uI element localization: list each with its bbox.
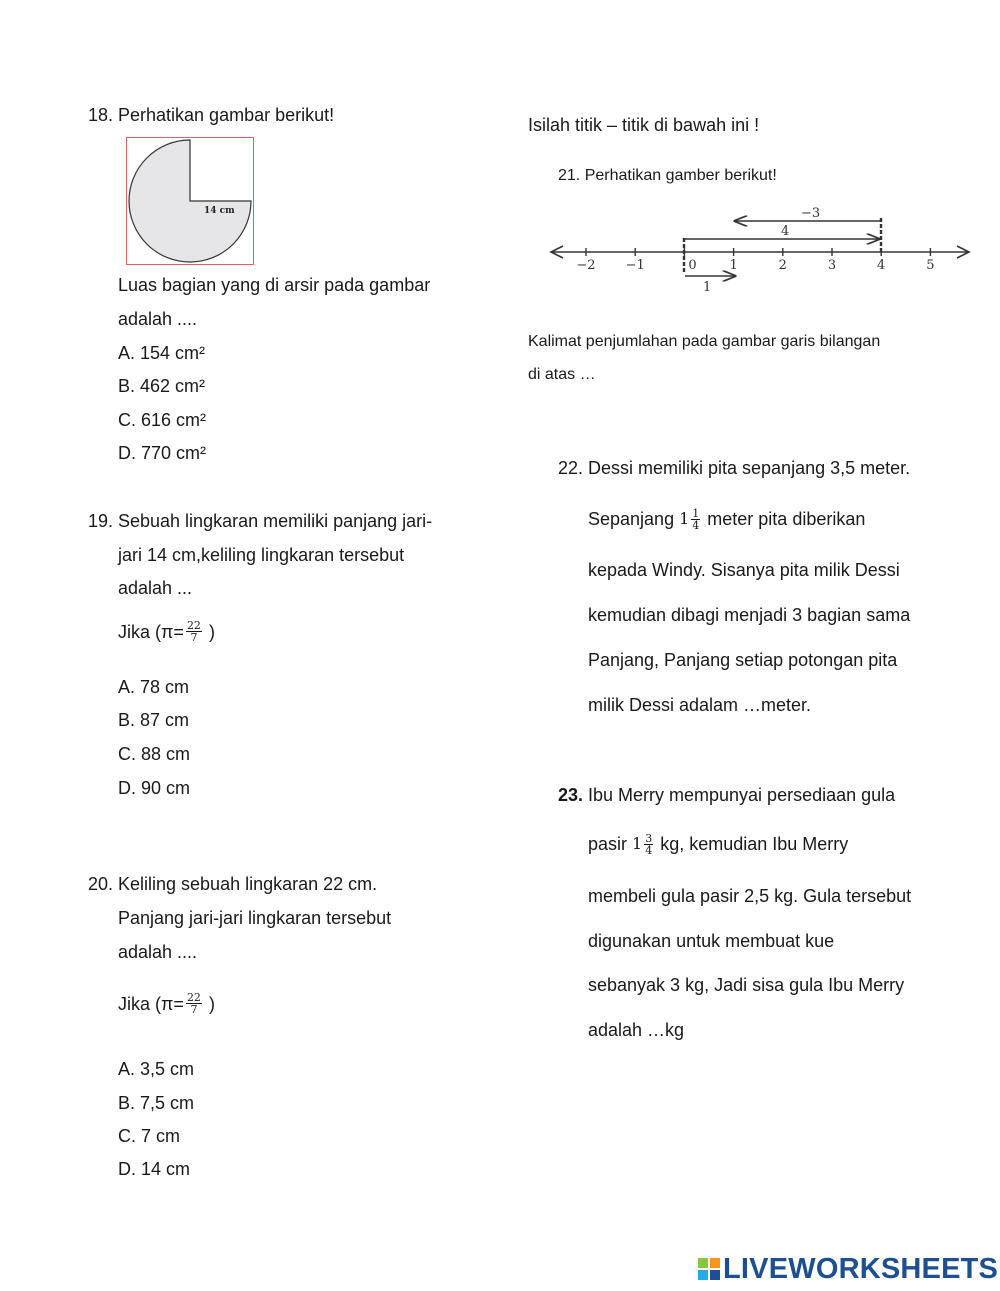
q18-option-a[interactable]: A. 154 cm² [118, 343, 206, 363]
number-line-figure [545, 200, 975, 300]
q19-pi-denominator: 7 [190, 631, 198, 644]
q23-line5: sebanyak 3 kg, Jadi sisa gula Ibu Merry [588, 975, 905, 995]
q19-hint-suffix: ) [203, 621, 215, 642]
shaded-region [129, 140, 251, 262]
q23-line1: Ibu Merry mempunyai persediaan gula [588, 785, 896, 805]
arrow-minus-three-label: −3 [801, 206, 821, 221]
q19-line2: jari 14 cm,keliling lingkaran tersebut [118, 545, 405, 565]
liveworksheets-logo [698, 1252, 998, 1286]
q22-line2 [588, 503, 865, 535]
q22-mixed-whole: 1 [679, 509, 690, 528]
q20-pi-numerator: 22 [186, 991, 201, 1004]
quarter-cut-circle-figure [126, 137, 254, 265]
q18-prompt: Perhatikan gambar berikut! [118, 105, 335, 125]
q19-option-c[interactable]: C. 88 cm [118, 744, 191, 764]
q23-line2 [588, 828, 848, 860]
q23-mixed-whole: 1 [632, 834, 643, 853]
q22-line3: kepada Windy. Sisanya pita milik Dessi [588, 560, 900, 580]
tick-label: 0 [688, 258, 697, 273]
q18-option-b[interactable]: B. 462 cm² [118, 376, 206, 396]
q22-line2-prefix: Sepanjang [588, 509, 680, 529]
q20-option-d[interactable]: D. 14 cm [118, 1159, 191, 1179]
q20-pi-fraction [186, 992, 202, 1015]
q23-line3: membeli gula pasir 2,5 kg. Gula tersebut [588, 886, 912, 906]
tick-label: 2 [778, 258, 787, 273]
q23-number: 23. [558, 785, 584, 805]
q19-pi-hint [118, 620, 215, 643]
tick-label: −1 [625, 258, 645, 273]
q23-line2-prefix: pasir [588, 834, 633, 854]
tick-label: 3 [827, 258, 837, 273]
q20-line3: adalah .... [118, 942, 198, 962]
q20-line1: Keliling sebuah lingkaran 22 cm. [118, 874, 378, 894]
q19-option-a[interactable]: A. 78 cm [118, 677, 190, 697]
q23-line4: digunakan untuk membuat kue [588, 931, 835, 951]
q18-question-line1: Luas bagian yang di arsir pada gambar [118, 275, 431, 295]
tick-label: 5 [926, 258, 935, 273]
q19-pi-fraction [186, 620, 202, 643]
q19-number: 19. [88, 511, 114, 531]
q20-hint-suffix: ) [203, 993, 215, 1014]
liveworksheets-logo-text: LIVEWORKSHEETS [723, 1252, 999, 1285]
q22-fraction-denominator: 4 [692, 518, 700, 532]
q20-line2: Panjang jari-jari lingkaran tersebut [118, 908, 392, 928]
q19-line3: adalah ... [118, 578, 193, 598]
arrow-plus-one-label: 1 [703, 280, 712, 295]
q22-fraction [691, 508, 700, 531]
q22-fraction-numerator: 1 [692, 506, 700, 520]
tick-label: 1 [729, 258, 738, 273]
q23-fraction-denominator: 4 [645, 843, 653, 857]
q20-pi-denominator: 7 [190, 1003, 198, 1016]
q22-line1: Dessi memiliki pita sepanjang 3,5 meter. [588, 458, 911, 478]
q18-option-d[interactable]: D. 770 cm² [118, 443, 207, 463]
q19-option-b[interactable]: B. 87 cm [118, 710, 190, 730]
q22-line5: Panjang, Panjang setiap potongan pita [588, 650, 898, 670]
q20-option-c[interactable]: C. 7 cm [118, 1126, 181, 1146]
q22-number: 22. [558, 458, 584, 478]
q22-line2-suffix: meter pita diberikan [702, 509, 866, 529]
q21-question-line1: Kalimat penjumlahan pada gambar garis bilangan [528, 333, 881, 350]
q20-number: 20. [88, 874, 114, 894]
q20-option-a[interactable]: A. 3,5 cm [118, 1059, 195, 1079]
q23-fraction-numerator: 3 [645, 831, 653, 845]
q18-option-c[interactable]: C. 616 cm² [118, 410, 207, 430]
arrow-plus-four-label: 4 [781, 224, 790, 239]
q20-hint-prefix: Jika (π= [118, 993, 184, 1014]
q23-line6: adalah …kg [588, 1020, 685, 1040]
q23-fraction [644, 833, 653, 856]
q19-pi-numerator: 22 [186, 619, 201, 632]
q18-question-line2: adalah .... [118, 309, 198, 329]
q19-line1: Sebuah lingkaran memiliki panjang jari- [118, 511, 433, 531]
liveworksheets-logo-icon [698, 1258, 720, 1280]
q19-hint-prefix: Jika (π= [118, 621, 184, 642]
q21-question-line2: di atas … [528, 366, 596, 383]
q20-pi-hint [118, 992, 215, 1015]
radius-label: 14 cm [204, 206, 235, 216]
number-line-tick-labels [576, 258, 934, 273]
q21-prompt: 21. Perhatikan gamber berikut! [558, 167, 777, 184]
q19-option-d[interactable]: D. 90 cm [118, 778, 191, 798]
q20-option-b[interactable]: B. 7,5 cm [118, 1093, 195, 1113]
tick-label: −2 [576, 258, 596, 273]
q18-number: 18. [88, 105, 114, 125]
tick-label: 4 [877, 258, 886, 273]
section-heading: Isilah titik – titik di bawah ini ! [528, 115, 760, 135]
q22-line4: kemudian dibagi menjadi 3 bagian sama [588, 605, 911, 625]
q23-line2-suffix: kg, kemudian Ibu Merry [655, 834, 849, 854]
q22-line6: milik Dessi adalam …meter. [588, 695, 812, 715]
